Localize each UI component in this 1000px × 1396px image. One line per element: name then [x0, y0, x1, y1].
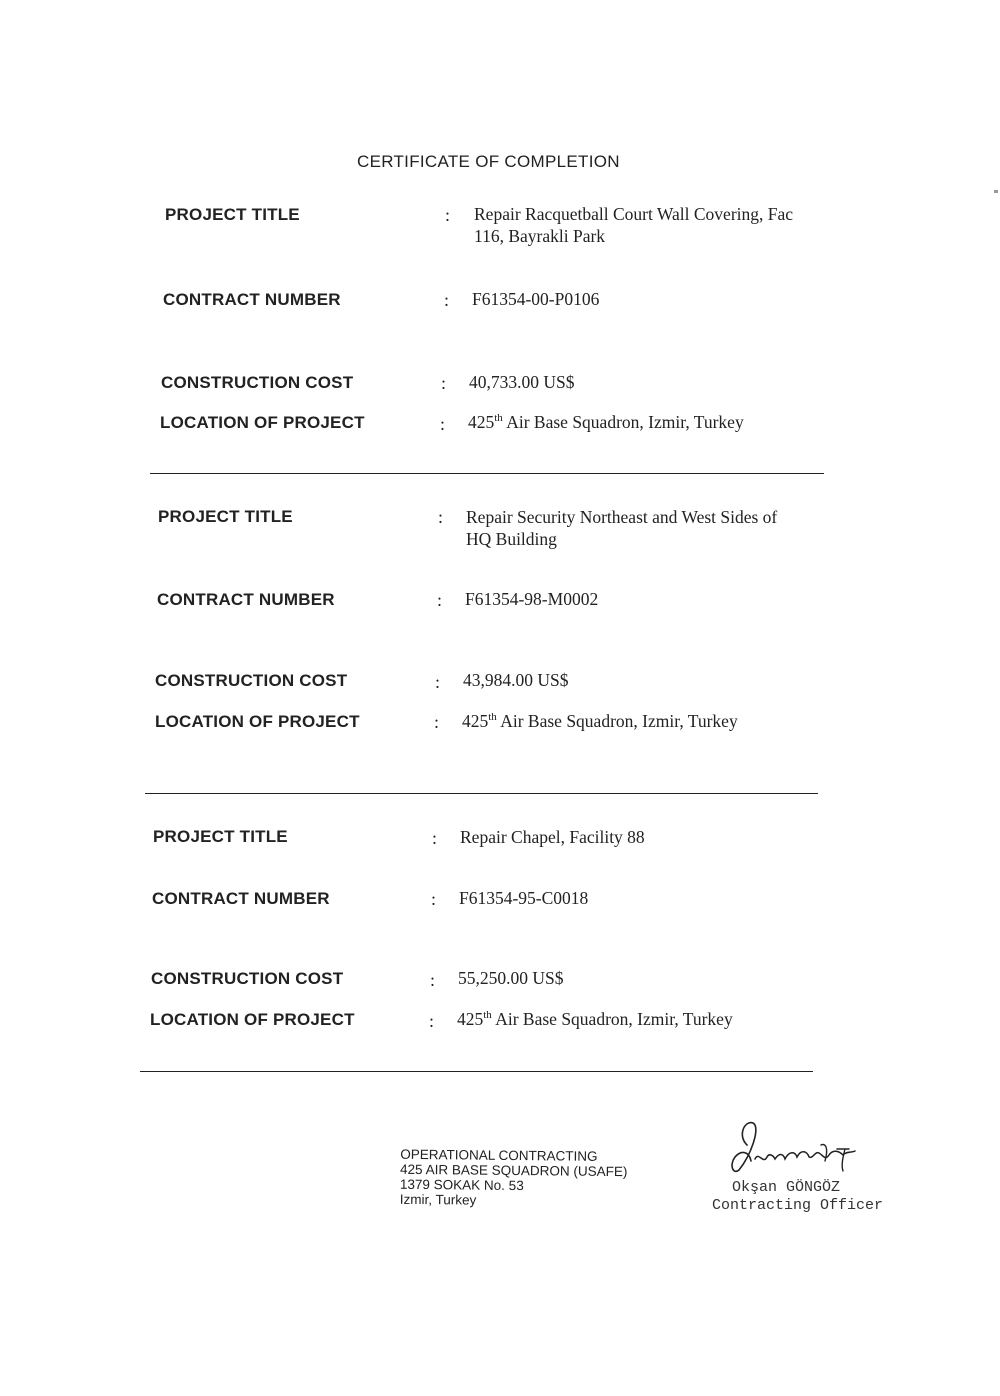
construction-cost-value: 40,733.00 US$	[469, 372, 575, 392]
location-ordinal-suffix: th	[494, 412, 503, 424]
location-ordinal-suffix: th	[483, 1009, 492, 1021]
project-title-value: Repair Chapel, Facility 88	[460, 827, 645, 847]
contract-number-label: CONTRACT NUMBER	[163, 290, 341, 309]
document-title: CERTIFICATE OF COMPLETION	[357, 152, 620, 171]
location-label: LOCATION OF PROJECT	[160, 413, 365, 432]
contract-number-value: F61354-00-P0106	[472, 289, 600, 309]
separator-colon: :	[434, 712, 440, 732]
project-title-line: 116, Bayrakli Park	[474, 226, 606, 246]
location-value	[457, 1008, 733, 1030]
location-value	[462, 710, 738, 732]
project-title-label: PROJECT TITLE	[165, 205, 300, 224]
project-title-label: PROJECT TITLE	[153, 827, 288, 846]
contract-number-label: CONTRACT NUMBER	[157, 590, 335, 609]
location-label: LOCATION OF PROJECT	[150, 1010, 355, 1029]
separator-colon: :	[429, 1011, 435, 1031]
project-title-line: Repair Security Northeast and West Sides of	[466, 507, 778, 527]
project-title-value	[474, 203, 793, 247]
address-line: 1379 SOKAK No. 53	[399, 1176, 524, 1194]
location-text: Air Base Squadron, Izmir, Turkey	[502, 412, 744, 432]
section-divider	[145, 793, 818, 794]
address-line: OPERATIONAL CONTRACTING	[400, 1146, 598, 1164]
location-ordinal-suffix: th	[488, 711, 497, 723]
signatory-role: Contracting Officer	[712, 1197, 884, 1214]
address-line: Izmir, Turkey	[399, 1191, 477, 1208]
contract-number-label: CONTRACT NUMBER	[152, 889, 330, 908]
separator-colon: :	[432, 828, 438, 848]
address-line: 425 AIR BASE SQUADRON (USAFE)	[400, 1161, 628, 1180]
construction-cost-label: CONSTRUCTION COST	[155, 671, 348, 690]
construction-cost-label: CONSTRUCTION COST	[161, 373, 354, 392]
separator-colon: :	[435, 672, 441, 692]
office-address	[400, 1147, 628, 1209]
location-text: Air Base Squadron, Izmir, Turkey	[496, 711, 738, 731]
location-ordinal: 425	[468, 412, 495, 432]
separator-colon: :	[430, 970, 436, 990]
project-title-line: HQ Building	[466, 529, 557, 549]
scan-artifact	[994, 190, 998, 193]
construction-cost-label: CONSTRUCTION COST	[151, 969, 344, 988]
contract-number-value: F61354-95-C0018	[459, 888, 589, 908]
separator-colon: :	[437, 590, 443, 610]
separator-colon: :	[440, 414, 446, 434]
section-divider	[150, 473, 824, 474]
construction-cost-value: 43,984.00 US$	[463, 670, 569, 690]
project-title-label: PROJECT TITLE	[158, 507, 293, 526]
project-title-line: Repair Racquetball Court Wall Covering, Fac	[474, 204, 794, 224]
location-ordinal: 425	[462, 711, 489, 731]
handwritten-signature	[725, 1115, 870, 1180]
separator-colon: :	[444, 290, 450, 310]
location-ordinal: 425	[457, 1009, 484, 1029]
project-title-value	[466, 506, 777, 550]
contract-number-value: F61354-98-M0002	[465, 589, 599, 609]
construction-cost-value: 55,250.00 US$	[458, 968, 564, 988]
separator-colon: :	[438, 507, 444, 527]
signatory-name: Okşan GÖNGÖZ	[732, 1179, 841, 1196]
location-label: LOCATION OF PROJECT	[155, 712, 360, 731]
section-divider	[140, 1071, 813, 1072]
separator-colon: :	[445, 205, 451, 225]
location-value	[468, 411, 744, 433]
location-text: Air Base Squadron, Izmir, Turkey	[491, 1009, 733, 1029]
separator-colon: :	[441, 373, 447, 393]
separator-colon: :	[431, 889, 437, 909]
